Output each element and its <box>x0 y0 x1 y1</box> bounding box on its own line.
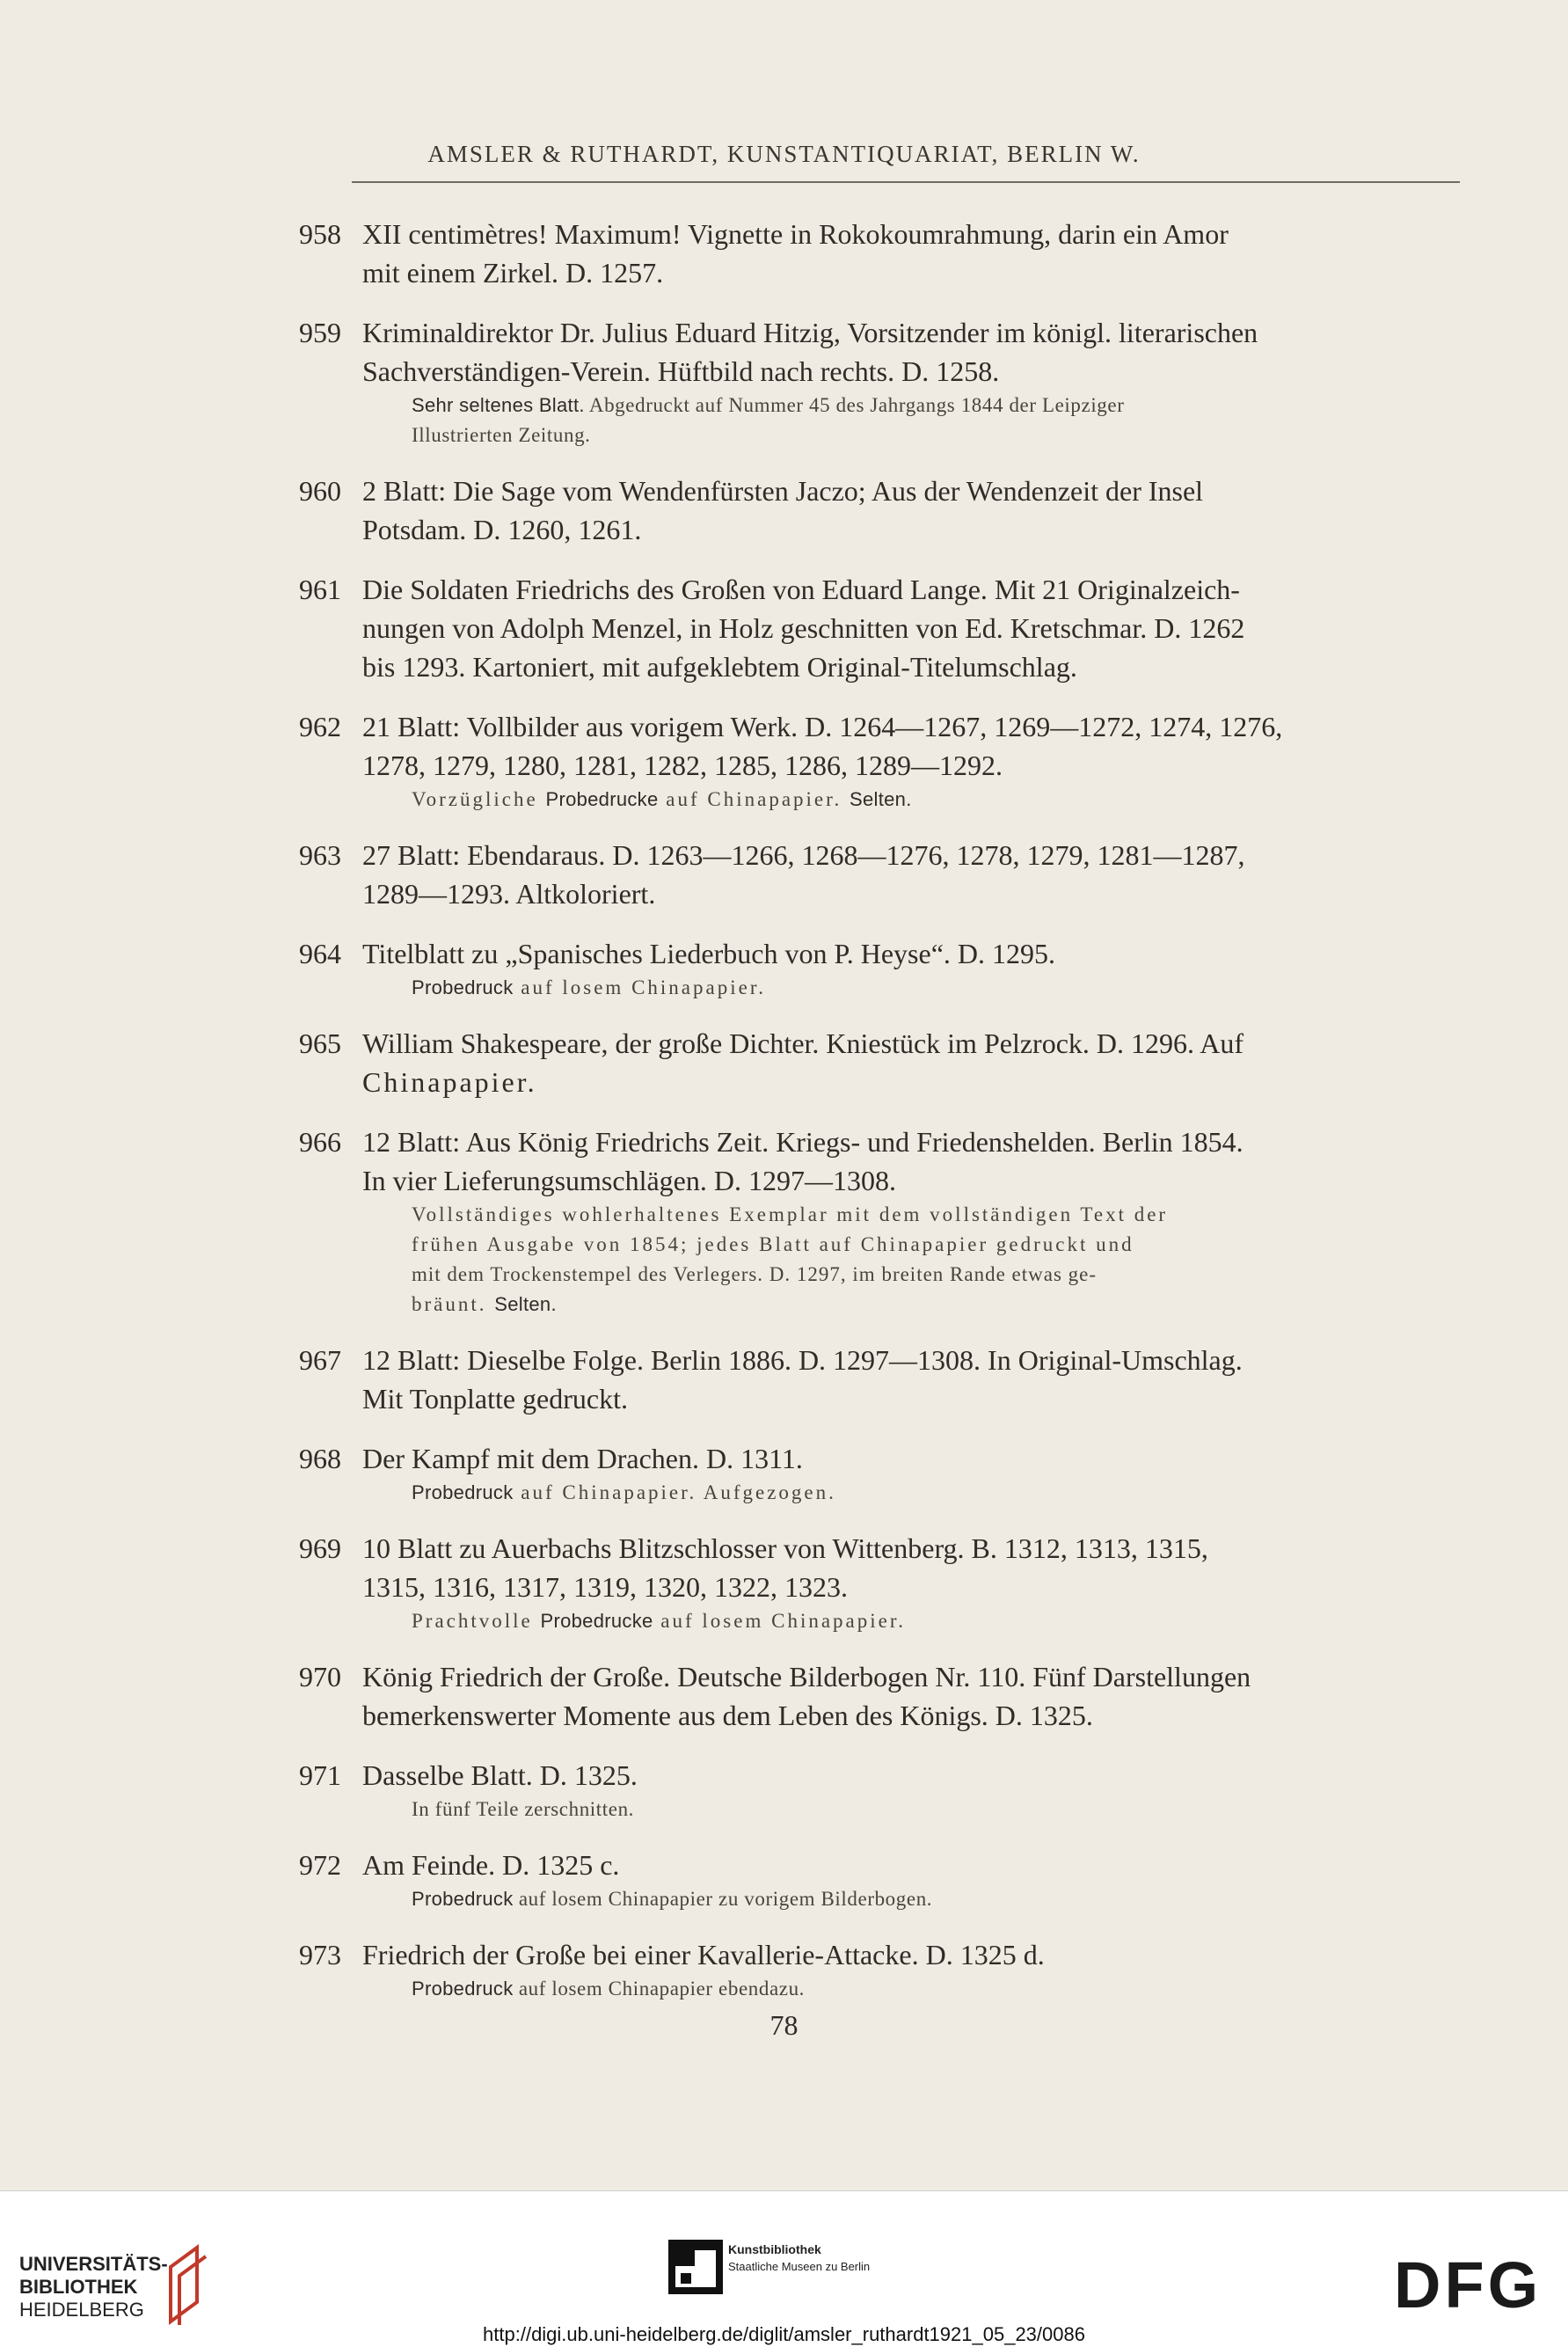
entry-note <box>412 1795 1469 1824</box>
entry-line: 21 Blatt: Vollbilder aus vorigem Werk. D. 1264—1267, 1269—1272, 1274, 1276, <box>362 711 1283 742</box>
running-head: AMSLER & RUTHARDT, KUNSTANTIQUARIAT, BERLIN W. <box>427 141 1141 167</box>
entry-number: 970 <box>299 1661 341 1693</box>
entry-note <box>412 1884 1469 1914</box>
entry-line: William Shakespeare, der große Dichter. Kniestück im Pelzrock. D. 1296. Auf <box>362 1027 1243 1059</box>
note-text: auf losem Chinapapier. <box>660 1610 906 1632</box>
entry-line: König Friedrich der Große. Deutsche Bilderbogen Nr. 110. Fünf Darstellungen <box>362 1661 1251 1693</box>
digitization-footer <box>0 2190 1568 2347</box>
catalog-entry <box>299 707 1469 815</box>
note-text: auf losem Chinapapier ebendazu. <box>518 1978 806 2000</box>
catalog-entries <box>299 215 1469 2025</box>
catalog-entry <box>299 1439 1469 1508</box>
note-text: auf losem Chinapapier. <box>521 976 766 998</box>
catalog-entry <box>299 313 1469 450</box>
logo-text: BIBLIOTHEK <box>19 2276 138 2298</box>
note-label: Selten. <box>850 788 912 810</box>
catalog-entry <box>299 1529 1469 1636</box>
catalog-entry <box>299 934 1469 1003</box>
entry-number: 971 <box>299 1759 341 1791</box>
catalog-entry <box>299 1846 1469 1914</box>
note-text: Abgedruckt auf Nummer 45 des Jahrgangs 1844 der Leipziger <box>588 394 1125 416</box>
entry-line: 27 Blatt: Ebendaraus. D. 1263—1266, 1268—1276, 1278, 1279, 1281—1287, <box>362 839 1245 871</box>
entry-line: 1278, 1279, 1280, 1281, 1282, 1285, 1286, 1289—1292. <box>362 749 1003 781</box>
entry-line: 1315, 1316, 1317, 1319, 1320, 1322, 1323. <box>362 1571 848 1603</box>
entry-line: Friedrich der Große bei einer Kavallerie-Attacke. D. 1325 d. <box>362 1939 1045 1970</box>
catalog-entry <box>299 1657 1469 1735</box>
entry-line: nungen von Adolph Menzel, in Holz geschnitten von Ed. Kretschmar. D. 1262 <box>362 612 1245 644</box>
entry-note <box>412 1606 1469 1636</box>
entry-number: 959 <box>299 317 341 348</box>
entry-line: Potsdam. D. 1260, 1261. <box>362 514 642 545</box>
note-text: auf losem Chinapapier zu vorigem Bilderbogen. <box>518 1888 933 1910</box>
logo-text: HEIDELBERG <box>19 2299 144 2321</box>
entry-line: Dasselbe Blatt. D. 1325. <box>362 1759 638 1791</box>
page-number: 78 <box>769 2009 799 2041</box>
catalog-entry <box>299 836 1469 913</box>
note-label: Probedruck <box>412 976 514 998</box>
note-label: Probedrucke <box>540 1610 653 1632</box>
note-label: Probedruck <box>412 1978 514 2000</box>
catalog-entry <box>299 472 1469 549</box>
entry-number: 960 <box>299 475 341 507</box>
university-mark-icon <box>160 2241 213 2329</box>
note-label: Sehr seltenes Blatt. <box>412 394 585 416</box>
entry-line: 12 Blatt: Dieselbe Folge. Berlin 1886. D. 1297—1308. In Original-Umschlag. <box>362 1344 1243 1376</box>
note-text: In fünf Teile zerschnitten. <box>412 1798 635 1820</box>
catalog-entry <box>299 1935 1469 2004</box>
entry-line: Am Feinde. D. 1325 c. <box>362 1849 620 1881</box>
entry-line: Mit Tonplatte gedruckt. <box>362 1383 628 1415</box>
entry-number: 963 <box>299 839 341 871</box>
entry-line: Der Kampf mit dem Drachen. D. 1311. <box>362 1443 803 1474</box>
entry-line: mit einem Zirkel. D. 1257. <box>362 257 664 289</box>
entry-note <box>412 1478 1469 1508</box>
catalog-entry <box>299 570 1469 686</box>
entry-number: 972 <box>299 1849 341 1881</box>
entry-line: Chinapapier. <box>362 1066 537 1098</box>
note-label: Probedruck <box>412 1481 514 1503</box>
entry-line: 1289—1293. Altkoloriert. <box>362 878 656 910</box>
entry-number: 958 <box>299 218 341 250</box>
catalog-entry <box>299 1122 1469 1320</box>
entry-line: Die Soldaten Friedrichs des Großen von Eduard Lange. Mit 21 Originalzeich- <box>362 574 1240 605</box>
entry-number: 965 <box>299 1027 341 1059</box>
note-label: Probedruck <box>412 1888 514 1910</box>
note-text: Vollständiges wohlerhaltenes Exemplar mit dem vollständigen Text der <box>412 1203 1169 1225</box>
entry-number: 968 <box>299 1443 341 1474</box>
entry-number: 967 <box>299 1344 341 1376</box>
entry-line: bemerkenswerter Momente aus dem Leben des Königs. D. 1325. <box>362 1700 1093 1731</box>
header-rule <box>352 181 1460 183</box>
catalog-entry <box>299 1756 1469 1824</box>
entry-note <box>412 785 1469 815</box>
entry-line: 10 Blatt zu Auerbachs Blitzschlosser von Wittenberg. B. 1312, 1313, 1315, <box>362 1532 1208 1564</box>
kunstbibliothek-mark-icon <box>668 2240 723 2294</box>
logo-text: Staatliche Museen zu Berlin <box>728 2260 871 2273</box>
entry-number: 962 <box>299 711 341 742</box>
logo-text: Kunstbibliothek <box>728 2242 821 2256</box>
note-text: Prachtvolle <box>412 1610 533 1632</box>
entry-line: bis 1293. Kartoniert, mit aufgeklebtem Original-Titelumschlag. <box>362 651 1077 683</box>
entry-note <box>412 1974 1469 2004</box>
entry-line: 2 Blatt: Die Sage vom Wendenfürsten Jaczo; Aus der Wendenzeit der Insel <box>362 475 1204 507</box>
catalog-entry <box>299 1341 1469 1418</box>
entry-line: Kriminaldirektor Dr. Julius Eduard Hitzig, Vorsitzender im königl. literarischen <box>362 317 1258 348</box>
source-url[interactable]: http://digi.ub.uni-heidelberg.de/diglit/amsler_ruthardt1921_05_23/0086 <box>483 2323 1085 2345</box>
note-text: bräunt. <box>412 1293 487 1315</box>
catalog-entry <box>299 215 1469 292</box>
note-text: Vorzügliche <box>412 788 538 810</box>
note-text: Illustrierten Zeitung. <box>412 424 591 446</box>
logo-text: UNIVERSITÄTS- <box>19 2253 168 2275</box>
entry-number: 966 <box>299 1126 341 1158</box>
entry-note <box>412 1200 1469 1320</box>
entry-line: 12 Blatt: Aus König Friedrichs Zeit. Kriegs- und Friedenshelden. Berlin 1854. <box>362 1126 1243 1158</box>
entry-line: In vier Lieferungsumschlägen. D. 1297—1308. <box>362 1165 896 1196</box>
note-label: Probedrucke <box>545 788 659 810</box>
entry-line: Sachverständigen-Verein. Hüftbild nach rechts. D. 1258. <box>362 355 1000 387</box>
note-text: frühen Ausgabe von 1854; jedes Blatt auf Chinapapier gedruckt und <box>412 1233 1134 1255</box>
note-text: auf Chinapapier. Aufgezogen. <box>521 1481 836 1503</box>
catalog-entry <box>299 1024 1469 1101</box>
entry-number: 973 <box>299 1939 341 1970</box>
note-label: Selten. <box>494 1293 557 1315</box>
entry-note <box>412 391 1469 450</box>
note-text: auf Chinapapier. <box>666 788 842 810</box>
dfg-logo[interactable]: DFG <box>1394 2248 1542 2321</box>
entry-line: XII centimètres! Maximum! Vignette in Rokokoumrahmung, darin ein Amor <box>362 218 1229 250</box>
entry-number: 969 <box>299 1532 341 1564</box>
entry-number: 961 <box>299 574 341 605</box>
entry-line: Titelblatt zu „Spanisches Liederbuch von P. Heyse“. D. 1295. <box>362 938 1056 969</box>
entry-number: 964 <box>299 938 341 969</box>
entry-note <box>412 973 1469 1003</box>
note-text: mit dem Trockenstempel des Verlegers. D. 1297, im breiten Rande etwas ge- <box>412 1263 1098 1285</box>
